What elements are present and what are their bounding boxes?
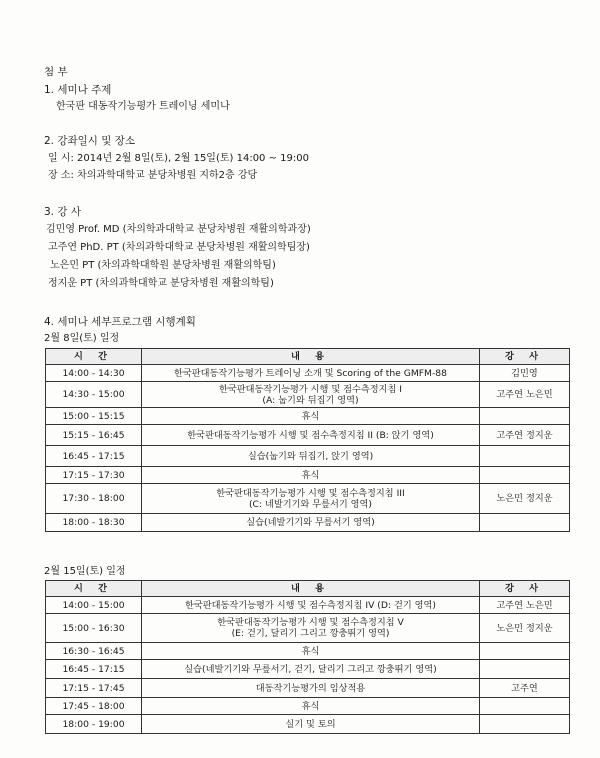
content-text: 한국판대동작기능평가 시행 및 점수측정지침 I: [218, 383, 403, 395]
time-cell: 16:30 - 16:45: [46, 643, 142, 660]
lecturer-cell: [480, 467, 570, 484]
content-text: 한국판대동작기능평가 시행 및 점수측정지침 III: [216, 487, 405, 499]
lecturer-cell: [480, 446, 570, 467]
lecturer-item: 고주연 PhD. PT (차의과학대학교 분당차병원 재활의학팀장): [48, 242, 310, 253]
content-text: 실기 및 토의: [285, 718, 336, 730]
lecturer-cell: 노은민 정지운: [480, 614, 570, 643]
time-cell: 18:00 - 19:00: [46, 715, 142, 734]
time-cell: 15:15 - 16:45: [46, 425, 142, 446]
table-row: [46, 467, 570, 484]
content-cell: [142, 425, 480, 446]
content-subtext: (C: 네발기기와 무릎서기 영역): [248, 498, 373, 510]
content-text: 한국판대동작기능평가 시행 및 점수측정지침 IV (D: 걷기 영역): [185, 599, 436, 611]
content-text: 실습(네발기기와 무릎서기 영역): [246, 517, 375, 528]
lecturer-cell: 노은민 정지운: [480, 484, 570, 514]
day1-schedule-table: [45, 348, 570, 532]
time-cell: 15:00 - 15:15: [46, 408, 142, 425]
attachment-title: 첨 부: [44, 66, 68, 78]
content-cell: [142, 446, 480, 467]
lecturer-item: 노은민 PT (차의과학대학원 분당차병원 재활의학팀): [50, 260, 276, 271]
table-row: [46, 698, 570, 715]
lecturer-cell: 김민영: [480, 365, 570, 382]
time-cell: 16:45 - 17:15: [46, 446, 142, 467]
time-cell: 14:30 - 15:00: [46, 382, 142, 408]
table-row: [46, 660, 570, 679]
section2-title: 2. 강좌일시 및 장소: [44, 135, 136, 147]
content-cell: [142, 408, 480, 425]
content-cell: [142, 643, 480, 660]
content-text: 한국판대동작기능평가 트레이닝 소개 및 Scoring of the GMFM-88: [173, 367, 447, 379]
content-cell: [142, 484, 480, 514]
table-row: [46, 614, 570, 643]
time-cell: 17:45 - 18:00: [46, 698, 142, 715]
lecturer-cell: 고주연 노은민: [480, 597, 570, 614]
time-cell: 14:00 - 15:00: [46, 597, 142, 614]
time-cell: 18:00 - 18:30: [46, 514, 142, 532]
content-text: 실습(네발기기와 무릎서기, 걷기, 달리기 그리고 깡충뛰기 영역): [184, 663, 437, 675]
table-row: [46, 679, 570, 698]
time-cell: 15:00 - 16:30: [46, 614, 142, 643]
seminar-date: 일 시: 2014년 2월 8일(토), 2월 15일(토) 14:00 ~ 19:00: [48, 153, 309, 164]
lecturer-cell: [480, 698, 570, 715]
lecturer-header: 강 사: [480, 581, 570, 597]
table-row: [46, 715, 570, 734]
day2-schedule-table: [45, 580, 570, 734]
time-cell: 16:45 - 17:15: [46, 660, 142, 679]
time-cell: 14:00 - 14:30: [46, 365, 142, 382]
time-cell: 17:15 - 17:30: [46, 467, 142, 484]
table-row: [46, 643, 570, 660]
table-row: [46, 597, 570, 614]
table-row: [46, 484, 570, 514]
table-row: [46, 425, 570, 446]
content-cell: [142, 614, 480, 643]
content-header: 내 용: [142, 349, 480, 365]
content-text: 휴식: [301, 469, 320, 481]
content-text: 휴식: [301, 645, 320, 657]
lecturer-item: 정지운 PT (차의과학대학교 분당차병원 재활의학팀): [48, 278, 274, 289]
content-text: 대동작기능평가의 임상적용: [255, 682, 366, 694]
content-cell: [142, 382, 480, 408]
time-cell: 17:15 - 17:45: [46, 679, 142, 698]
lecturer-cell: [480, 514, 570, 532]
lecturer-item: 김민영 Prof. MD (차의학과대학교 분당차병원 재활의학과장): [46, 224, 311, 235]
seminar-place: 장 소: 차의과학대학교 분당차병원 지하2층 강당: [48, 170, 258, 181]
table-row: [46, 382, 570, 408]
section1-title: 1. 세미나 주제: [44, 84, 112, 96]
table-row: [46, 408, 570, 425]
content-cell: [142, 698, 480, 715]
day1-label: 2월 8일(토) 일정: [44, 333, 120, 344]
content-subtext: (A: 눕기와 뒤집기 영역): [262, 394, 359, 406]
lecturer-cell: [480, 408, 570, 425]
lecturer-cell: 고주연 노은민: [480, 382, 570, 408]
lecturer-header: 강 사: [480, 349, 570, 365]
section4-title: 4. 세미나 세부프로그램 시행계획: [44, 316, 196, 328]
time-cell: 17:30 - 18:00: [46, 484, 142, 514]
time-header: 시 간: [46, 581, 142, 597]
content-cell: [142, 365, 480, 382]
table-row: [46, 514, 570, 532]
lecturer-cell: 고주연 정지운: [480, 425, 570, 446]
content-cell: [142, 467, 480, 484]
content-cell: [142, 715, 480, 734]
content-cell: [142, 514, 480, 532]
time-header: 시 간: [46, 349, 142, 365]
lecturer-cell: [480, 660, 570, 679]
content-text: 휴식: [301, 700, 320, 712]
content-header: 내 용: [142, 581, 480, 597]
content-cell: [142, 660, 480, 679]
table-row: [46, 365, 570, 382]
content-cell: [142, 679, 480, 698]
content-cell: [142, 597, 480, 614]
content-subtext: (E: 걷기, 달리기 그리고 깡충뛰기 영역): [231, 628, 390, 639]
lecturer-cell: [480, 715, 570, 734]
lecturer-cell: 고주연: [480, 679, 570, 698]
day2-label: 2월 15일(토) 일정: [44, 566, 126, 577]
lecturer-cell: [480, 643, 570, 660]
content-text: 실습(눕기와 뒤집기, 앉기 영역): [247, 450, 374, 462]
table-header-row: [46, 581, 570, 597]
content-text: 한국판대동작기능평가 시행 및 점수측정지침 II (B: 앉기 영역): [187, 429, 434, 441]
seminar-topic: 한국판 대동작기능평가 트레이닝 세미나: [56, 101, 230, 112]
table-header-row: [46, 349, 570, 365]
table-row: [46, 446, 570, 467]
section3-title: 3. 강 사: [44, 206, 81, 218]
content-text: 한국판대동작기능평가 시행 및 점수측정지침 V: [217, 617, 404, 628]
content-text: 휴식: [301, 410, 320, 422]
